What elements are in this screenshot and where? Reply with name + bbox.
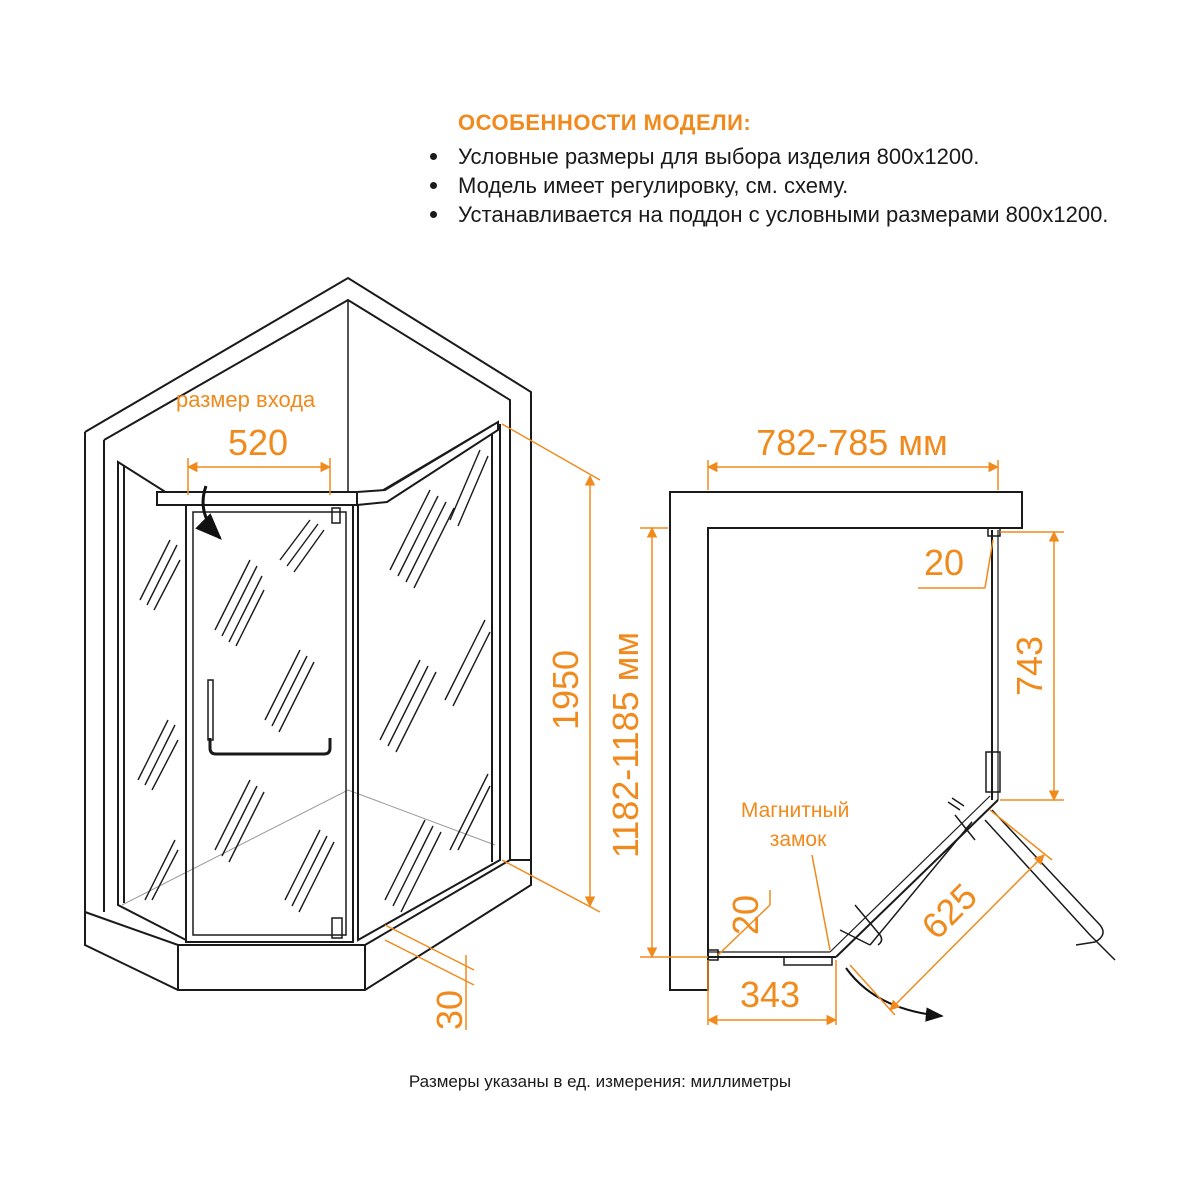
entry-width-dimension: 520 (227, 422, 289, 463)
magnet-lock-line: Магнитный (740, 799, 850, 822)
magnet-lock-line: замок (769, 828, 827, 851)
feature-item: Условные размеры для выбора изделия 800х1200. (430, 142, 1170, 171)
perspective-view (85, 278, 531, 990)
entry-label: размер входа (176, 387, 316, 412)
width-dimension: 782-785 мм (756, 422, 948, 463)
wall-inner (104, 300, 510, 860)
height-dimension: 1950 (545, 649, 586, 731)
tray-height-dimension: 30 (429, 989, 470, 1031)
door-open-position (985, 810, 1115, 960)
door-dimension: 625 (913, 875, 985, 947)
magnet-lock-label (741, 799, 855, 851)
wall-gap-top-dimension: 20 (923, 542, 965, 583)
left-glass-panel (118, 462, 186, 940)
door-panel (186, 505, 353, 942)
feature-item: Модель имеет регулировку, см. схему. (430, 171, 1170, 200)
door-handle (210, 738, 330, 754)
wall-gap-bottom-dimension: 20 (725, 894, 766, 936)
units-footnote: Размеры указаны в ед. измерения: миллиметры (408, 1072, 792, 1091)
feature-item: Устанавливается на поддон с условными размерами 800х1200. (430, 200, 1170, 229)
front-side-dimension: 343 (739, 974, 801, 1015)
features-heading: ОСОБЕННОСТИ МОДЕЛИ: (458, 110, 752, 135)
fixed-side-dimension: 743 (1009, 635, 1050, 697)
depth-dimension: 1182-1185 мм (605, 631, 646, 859)
perspective-dimensions (188, 424, 600, 1030)
